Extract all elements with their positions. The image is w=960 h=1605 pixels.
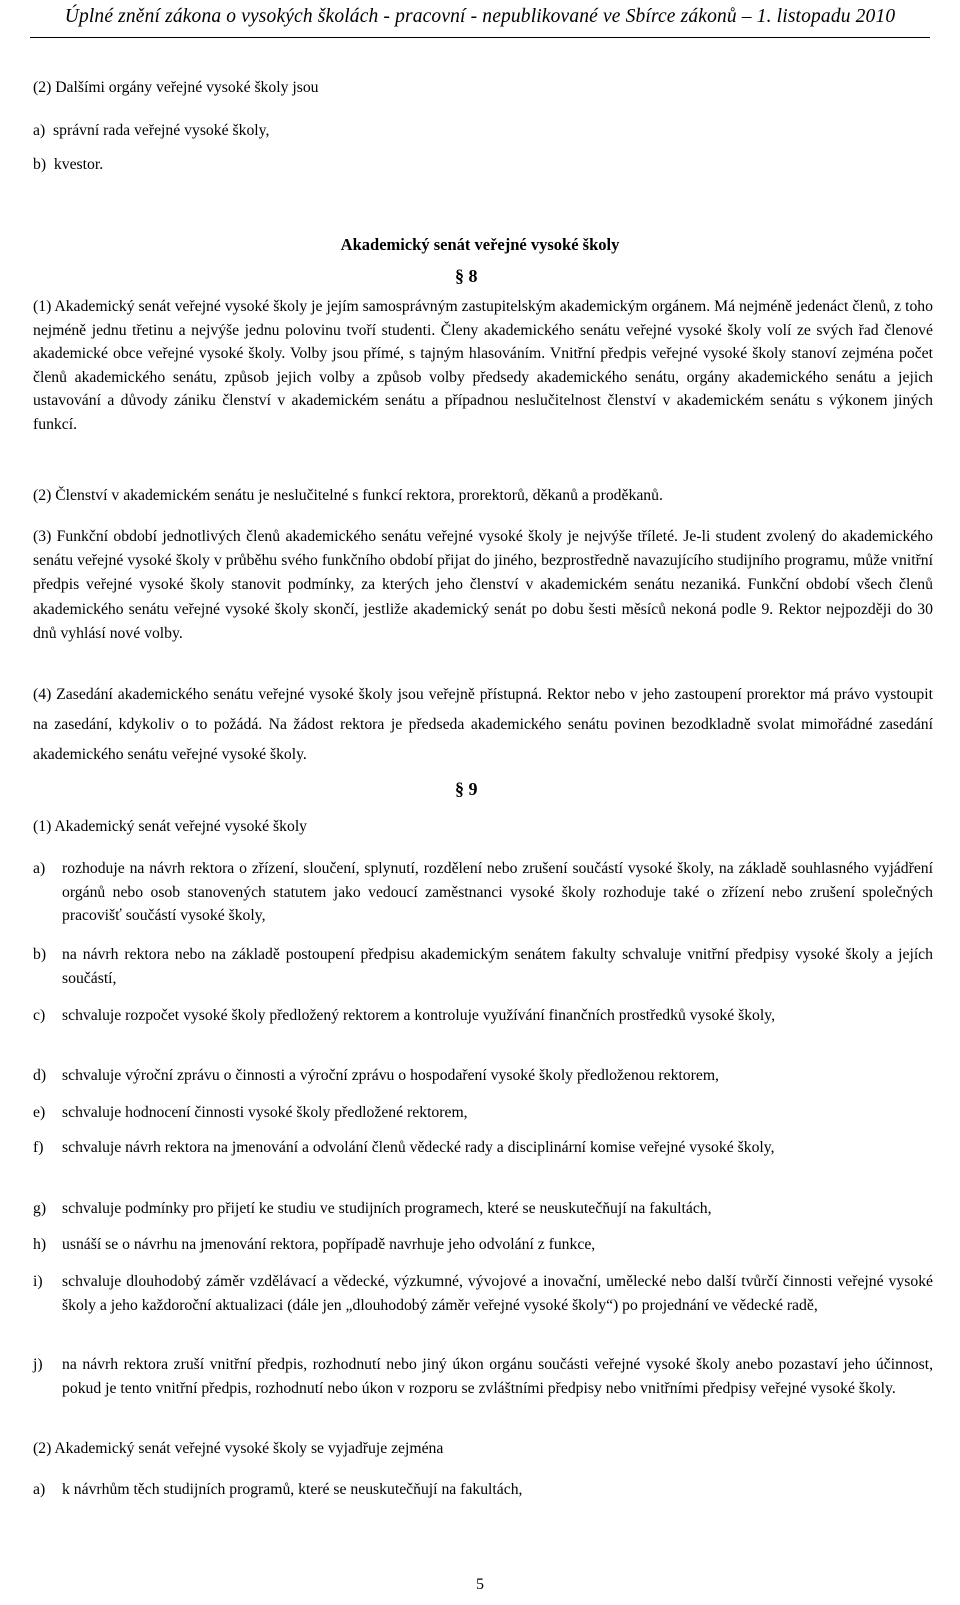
list-label: g): [33, 1200, 47, 1217]
s9-paragraph-1: (1) Akademický senát veřejné vysoké školy: [33, 818, 308, 835]
list-item: [33, 1478, 933, 1502]
list-label: b): [33, 946, 47, 963]
list-item: [33, 1101, 933, 1125]
list-label: e): [33, 1104, 46, 1121]
running-header: Úplné znění zákona o vysokých školách - pracovní - nepublikované ve Sbírce zákonů – 1. listopadu 2010: [64, 6, 896, 27]
list-text: schvaluje výroční zprávu o činnosti a výroční zprávu o hospodaření vysoké školy předloženou rektorem,: [62, 1067, 719, 1084]
list-item: [33, 1004, 933, 1028]
list-item: [33, 943, 933, 990]
s8-paragraph-2: (2) Členství v akademickém senátu je neslučitelné s funkcí rektora, prorektorů, děkanů a proděkanů.: [33, 487, 663, 504]
list-label: a): [33, 860, 46, 877]
list-text: schvaluje hodnocení činnosti vysoké školy předložené rektorem,: [62, 1104, 468, 1121]
list-label: i): [33, 1273, 43, 1290]
list-text: schvaluje dlouhodobý záměr vzdělávací a vědecké, výzkumné, vývojové a inovační, umělecké nebo další tvůrčí činnosti veřejné vysoké školy a jeho každoroční aktualizaci (dále jen „dlouhodobý záměr veřejné vysoké školy“) po projednání ve vědecké radě,: [62, 1273, 933, 1314]
list-item-b: b) kvestor.: [33, 156, 104, 173]
list-item: [33, 1353, 933, 1400]
list-text: schvaluje podmínky pro přijetí ke studiu ve studijních programech, které se neuskutečňují na fakultách,: [62, 1200, 712, 1217]
page-number: 5: [476, 1576, 484, 1593]
list-item: [33, 857, 933, 928]
list-item: [33, 1270, 933, 1317]
list-item: [33, 1233, 933, 1257]
list-text: schvaluje rozpočet vysoké školy předložený rektorem a kontroluje využívání finančních prostředků vysoké školy,: [62, 1007, 775, 1024]
section-heading: Akademický senát veřejné vysoké školy: [340, 235, 620, 254]
list-item: [33, 1136, 933, 1160]
list-text: na návrh rektora nebo na základě postoupení předpisu akademickým senátem fakulty schvaluje vnitřní předpisy vysoké školy a jejích součástí,: [62, 946, 933, 987]
list-item: [33, 1064, 933, 1088]
list-item: [33, 1197, 933, 1221]
section-8-mark: § 8: [455, 266, 478, 286]
list-label: f): [33, 1139, 44, 1156]
list-label: c): [33, 1007, 46, 1024]
section-9-mark: § 9: [455, 779, 478, 799]
s9-paragraph-2: (2) Akademický senát veřejné vysoké školy se vyjadřuje zejména: [33, 1440, 444, 1457]
list-item-a: a) správní rada veřejné vysoké školy,: [33, 122, 270, 139]
list-label: a): [33, 1481, 46, 1498]
s8-paragraph-4: (4) Zasedání akademického senátu veřejné vysoké školy jsou veřejně přístupná. Rektor nebo v jeho zastoupení prorektor má právo vystoupit na zasedání, kdykoliv o to požádá. Na žádost rektora je předseda akademického senátu povinen bezodkladně svolat mimořádné zasedání akademického senátu veřejné vysoké školy.: [33, 686, 933, 763]
list-text: na návrh rektora zruší vnitřní předpis, rozhodnutí nebo jiný úkon orgánu součásti veřejné vysoké školy anebo pozastaví jeho účinnost, pokud je tento vnitřní předpis, rozhodnutí nebo úkon v rozporu se zvláštními předpisy nebo vnitřními předpisy veřejné vysoké školy.: [62, 1356, 933, 1397]
s8-paragraph-1: (1) Akademický senát veřejné vysoké školy je jejím samosprávným zastupitelským akademickým orgánem. Má nejméně jedenáct členů, z toho nejméně jednu třetinu a nejvýše jednu polovinu tvoří studenti. Členy akademického senátu veřejné vysoké školy volí ze svých řad členové akademické obce veřejné vysoké školy. Volby jsou přímé, s tajným hlasováním. Vnitřní předpis veřejné vysoké školy stanoví zejména počet členů akademického senátu, způsob jejich volby a způsob volby předsedy akademického senátu, orgány akademického senátu a jejich ustavování a důvody zániku členství v akademickém senátu a případnou neslučitelnost členství v akademickém senátu s výkonem jiných funkcí.: [33, 298, 933, 433]
list-label: d): [33, 1067, 47, 1084]
list-label: j): [33, 1356, 43, 1373]
header-rule: [30, 37, 930, 38]
list-text: rozhoduje na návrh rektora o zřízení, sloučení, splynutí, rozdělení nebo zrušení součástí vysoké školy, na základě souhlasného vyjádření orgánů nebo osob stanovených statutem jako vedoucí zaměstnanci vysoké školy rozhoduje také o zřízení nebo zrušení společných pracovišť součástí vysoké školy,: [62, 860, 933, 924]
list-text: k návrhům těch studijních programů, které se neuskutečňují na fakultách,: [62, 1481, 523, 1498]
s8-paragraph-3: (3) Funkční období jednotlivých členů akademického senátu veřejné vysoké školy je nejvýše tříleté. Je-li student zvolený do akademického senátu veřejné vysoké školy v průběhu svého funkčního období přijat do jiného, bezprostředně navazujícího studijního programu, může vnitřní předpis veřejné vysoké školy stanovit podmínky, za kterých jeho členství v akademickém senátu nezaniká. Funkční období všech členů akademického senátu veřejné vysoké školy skončí, jestliže akademický senát po dobu šesti měsíců nekoná podle 9. Rektor nejpozději do 30 dnů vyhlásí nové volby.: [33, 528, 933, 642]
paragraph-2-intro: (2) Dalšími orgány veřejné vysoké školy jsou: [33, 79, 319, 96]
list-text: usnáší se o návrhu na jmenování rektora, popřípadě navrhuje jeho odvolání z funkce,: [62, 1236, 596, 1253]
list-text: schvaluje návrh rektora na jmenování a odvolání členů vědecké rady a disciplinární komise veřejné vysoké školy,: [62, 1139, 775, 1156]
list-label: h): [33, 1236, 47, 1253]
